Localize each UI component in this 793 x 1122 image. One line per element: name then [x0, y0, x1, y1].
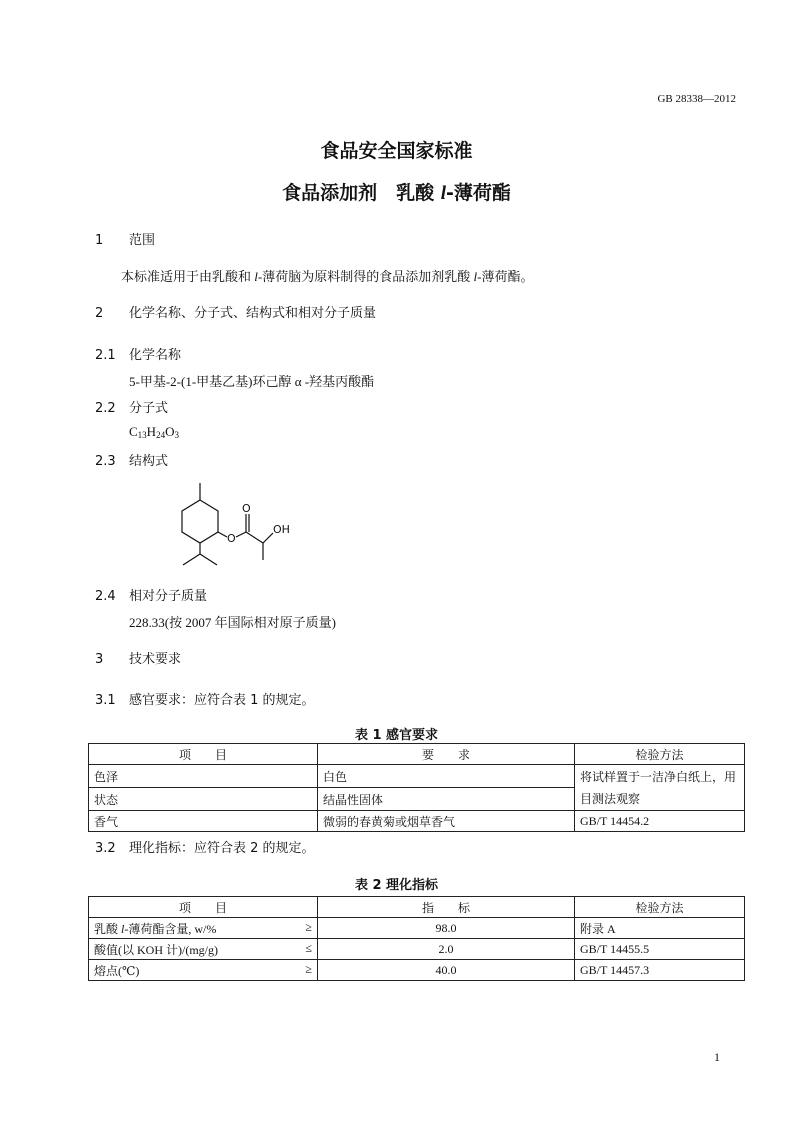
table-cell-method: GB/T 14457.3 [575, 960, 745, 981]
section-1-heading [95, 229, 155, 248]
product-title-pre: 食品添加剂 乳酸 [282, 182, 441, 204]
section-title: 技术要求 [129, 652, 182, 667]
section-title: 分子式 [129, 401, 169, 416]
page-number: 1 [714, 1050, 720, 1064]
section-3-heading [95, 648, 181, 667]
table-row [89, 811, 745, 832]
section-title: 结构式 [129, 454, 169, 469]
chain-bond-1 [246, 532, 263, 543]
scope-text [121, 266, 533, 285]
section-title: 化学名称、分子式、结构式和相对分子质量 [129, 306, 377, 321]
cyclohexane-ring [182, 500, 218, 543]
table-cell-value: 40.0 [318, 960, 575, 981]
scope-text-post: -薄荷酯。 [477, 269, 534, 284]
scope-text-mid: -薄荷脑为原料制得的食品添加剂乳酸 [257, 269, 474, 284]
product-title-italic: l [440, 183, 446, 204]
scope-text-italic-2: l [473, 269, 478, 284]
ester-bond-2 [236, 532, 246, 537]
product-title-post: -薄荷酯 [446, 182, 511, 204]
table-cell-method: 附录 A [575, 918, 745, 939]
table-row [89, 918, 745, 939]
table-cell-requirement: 结晶性固体 [318, 788, 575, 811]
table-cell-value: 98.0 [318, 918, 575, 939]
table-cell-method: GB/T 14454.2 [575, 811, 745, 832]
formula-element: C [129, 424, 138, 439]
standard-title: 食品安全国家标准 [320, 140, 473, 162]
chemical-name: 5-甲基-2-(1-甲基乙基)环己醇 α -羟基丙酸酯 [129, 374, 375, 389]
table-header-row [89, 897, 745, 918]
table-cell-method: 将试样置于一洁净白纸上，用目测法观察 [575, 765, 745, 811]
item-text: 酸值(以 KOH 计)/(mg/g) [94, 942, 218, 957]
section-2-heading [95, 302, 376, 321]
section-title: 理化指标：应符合表 2 的规定。 [129, 841, 315, 856]
table-cell-item: 香气 [89, 811, 318, 832]
product-title [0, 178, 793, 205]
scope-text-italic: l [254, 269, 258, 284]
table-2-caption: 表 2 理化指标 [354, 878, 439, 893]
formula-subscript: 3 [174, 430, 179, 440]
formula-element: O [165, 424, 175, 439]
table-cell-value: 2.0 [318, 939, 575, 960]
table-row [89, 765, 745, 788]
item-text: 乳酸 [94, 921, 122, 936]
standard-code: GB 28338—2012 [657, 93, 736, 105]
item-text-italic: l [121, 921, 125, 936]
ester-bond-1 [218, 532, 227, 537]
relation-symbol: ≥ [305, 919, 312, 934]
table-header-cell: 检验方法 [575, 897, 745, 918]
table-cell-item: 状态 [89, 788, 318, 811]
section-number: 2.2 [95, 401, 116, 416]
section-3-1-heading [95, 689, 315, 708]
physicochemical-table [88, 896, 745, 981]
sensory-requirements-table [88, 743, 745, 832]
section-2-4-heading [95, 585, 207, 604]
section-title: 相对分子质量 [129, 589, 208, 604]
ester-oxygen-label: O [227, 532, 236, 545]
table-cell-requirement: 微弱的春黄菊或烟草香气 [318, 811, 575, 832]
table-cell-item [89, 960, 318, 981]
table-cell-item [89, 918, 318, 939]
table-header-cell: 指 标 [318, 897, 575, 918]
formula-subscript: 13 [137, 430, 147, 440]
carbonyl-oxygen-label: O [242, 502, 251, 515]
section-number: 3.1 [95, 693, 116, 708]
table-header-cell: 项 目 [89, 744, 318, 765]
scope-text-pre: 本标准适用于由乳酸和 [121, 269, 255, 284]
formula-subscript: 24 [156, 430, 166, 440]
structural-formula [160, 476, 310, 576]
table-row [89, 939, 745, 960]
table-header-cell: 要 求 [318, 744, 575, 765]
section-title: 范围 [129, 233, 156, 248]
section-title: 化学名称 [129, 348, 182, 363]
table-cell-method: GB/T 14455.5 [575, 939, 745, 960]
section-2-3-heading [95, 450, 168, 469]
relation-symbol: ≥ [305, 961, 312, 976]
table-header-cell: 项 目 [89, 897, 318, 918]
table-1-caption: 表 1 感官要求 [354, 728, 439, 743]
item-text: 熔点(℃) [94, 963, 140, 978]
table-cell-item [89, 939, 318, 960]
isopropyl-branch-right [200, 554, 217, 565]
section-number: 2.4 [95, 589, 116, 604]
section-number: 2.1 [95, 348, 116, 363]
molecular-mass: 228.33(按 2007 年国际相对原子质量) [129, 615, 336, 630]
hydroxyl-bond [263, 533, 273, 543]
item-text-post: -薄荷酯含量, w/% [124, 921, 217, 936]
hydroxyl-label: OH [273, 523, 290, 536]
isopropyl-branch-left [183, 554, 200, 565]
section-number: 2 [95, 306, 104, 321]
table-row [89, 960, 745, 981]
section-number: 2.3 [95, 454, 116, 469]
section-3-2-heading [95, 837, 315, 856]
section-2-2-heading [95, 397, 168, 416]
section-title: 感官要求：应符合表 1 的规定。 [129, 693, 315, 708]
table-header-cell: 检验方法 [575, 744, 745, 765]
section-number: 3.2 [95, 841, 116, 856]
molecular-formula [129, 424, 179, 440]
table-cell-item: 色泽 [89, 765, 318, 788]
formula-element: H [146, 424, 157, 439]
table-header-row [89, 744, 745, 765]
section-2-1-heading [95, 344, 181, 363]
section-number: 3 [95, 652, 104, 667]
relation-symbol: ≤ [305, 940, 312, 955]
table-cell-requirement: 白色 [318, 765, 575, 788]
section-number: 1 [95, 233, 104, 248]
